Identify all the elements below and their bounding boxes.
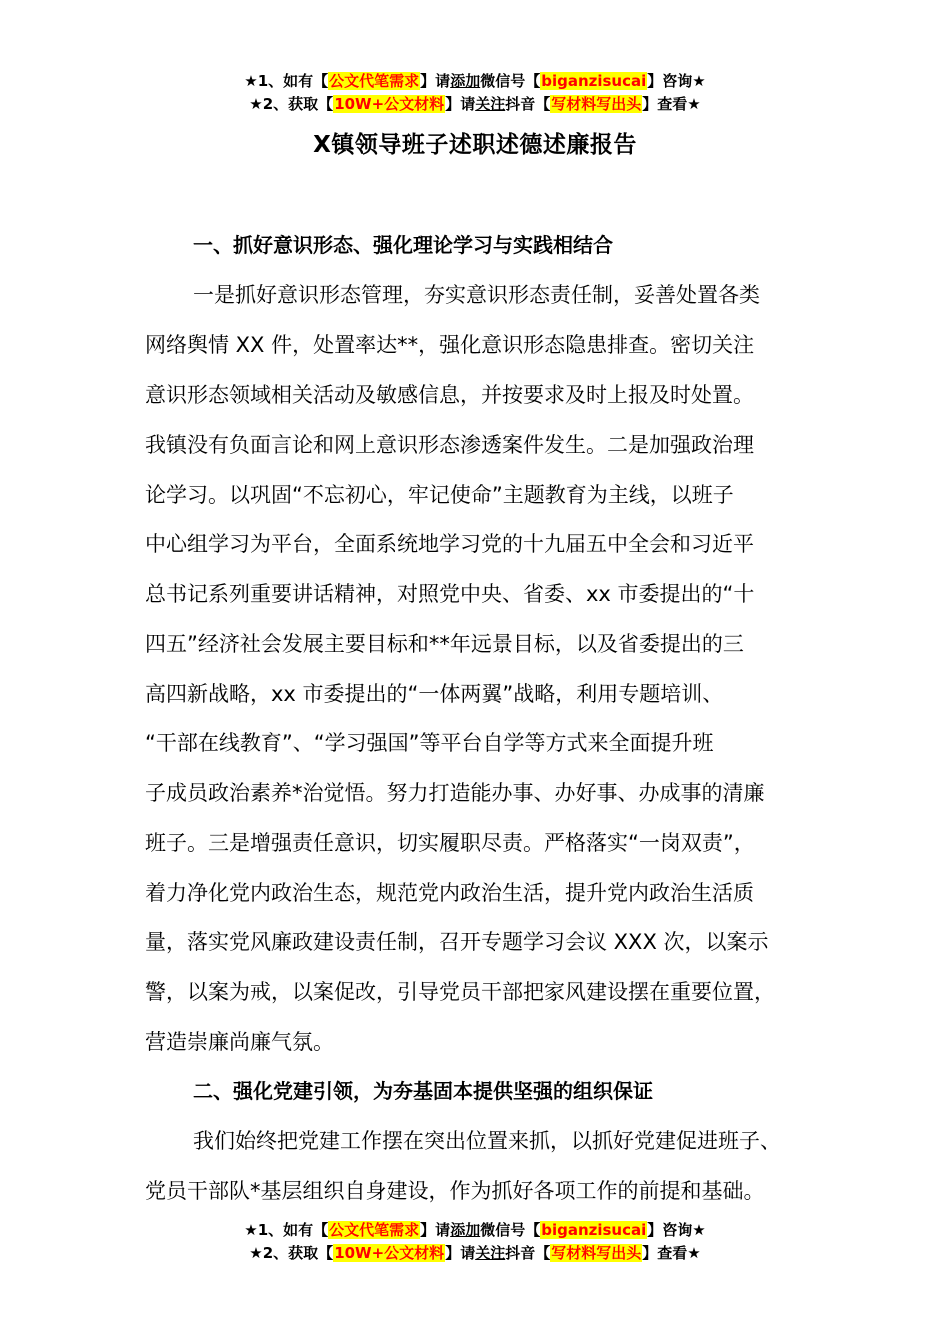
banner-text: 】请 [445, 1244, 476, 1262]
banner-highlight: 写材料写出头 [551, 1244, 642, 1262]
banner-line-2 [0, 93, 950, 116]
banner-highlight: biganzisucai [541, 72, 647, 90]
document-title: X镇领导班子述职述德述廉报告 [313, 132, 637, 158]
banner-text: ★1、如有【 [244, 72, 329, 90]
banner-text: 抖音【 [505, 1244, 551, 1262]
banner-highlight: 写材料写出头 [551, 95, 642, 113]
banner-highlight: 公文代笔需求 [329, 72, 420, 90]
banner-highlight: biganzisucai [541, 1221, 647, 1239]
banner-text: 抖音【 [505, 95, 551, 113]
banner-text: 】咨询★ [647, 72, 706, 90]
banner-highlight: 10W+公文材料 [334, 95, 445, 113]
banner-text: ★1、如有【 [244, 1221, 329, 1239]
section-heading-1: 一、抓好意识形态、强化理论学习与实践相结合 [193, 233, 613, 257]
banner-line-1 [0, 70, 950, 93]
banner-highlight: 10W+公文材料 [334, 1244, 445, 1262]
paragraph-line: 总书记系列重要讲话精神，对照党中央、省委、xx 市委提出的“十 [145, 582, 755, 606]
paragraph-line: 营造崇廉尚廉气氛。 [145, 1030, 334, 1054]
paragraph-line: 着力净化党内政治生态，规范党内政治生活，提升党内政治生活质 [145, 881, 754, 905]
banner-line-1 [0, 1219, 950, 1242]
paragraph-line: 量，落实党风廉政建设责任制，召开专题学习会议 XXX 次，以案示 [145, 930, 769, 954]
paragraph-line: 网络舆情 XX 件，处置率达**，强化意识形态隐患排查。密切关注 [145, 333, 755, 357]
banner-underlined: 关注 [475, 1244, 506, 1262]
banner-text: 】咨询★ [647, 1221, 706, 1239]
paragraph-line: 论学习。以巩固“不忘初心，牢记使命”主题教育为主线，以班子 [145, 483, 734, 507]
banner-text: 】请 [420, 1221, 451, 1239]
paragraph-line: 警，以案为戒，以案促改，引导党员干部把家风建设摆在重要位置， [145, 980, 775, 1004]
banner-text: 】请 [445, 95, 476, 113]
paragraph-line: 四五”经济社会发展主要目标和**年远景目标，以及省委提出的三 [145, 632, 744, 656]
section-heading-2: 二、强化党建引领，为夯基固本提供坚强的组织保证 [193, 1079, 653, 1103]
banner-highlight: 公文代笔需求 [329, 1221, 420, 1239]
banner-line-2 [0, 1242, 950, 1265]
paragraph-line: 高四新战略，xx 市委提出的“一体两翼”战略，利用专题培训、 [145, 682, 724, 706]
banner-text: 微信号【 [480, 1221, 541, 1239]
paragraph-line: 我镇没有负面言论和网上意识形态渗透案件发生。二是加强政治理 [145, 433, 754, 457]
paragraph-line: “干部在线教育”、“学习强国”等平台自学等方式来全面提升班 [145, 731, 714, 755]
paragraph-line: 我们始终把党建工作摆在突出位置来抓，以抓好党建促进班子、 [193, 1129, 781, 1153]
banner-underlined: 添加 [450, 72, 481, 90]
bottom-banner [0, 1219, 950, 1265]
paragraph-line: 意识形态领域相关活动及敏感信息，并按要求及时上报及时处置。 [145, 383, 754, 407]
banner-text: ★2、获取【 [249, 1244, 334, 1262]
paragraph-line: 一是抓好意识形态管理，夯实意识形态责任制，妥善处置各类 [193, 283, 760, 307]
paragraph-line: 党员干部队*基层组织自身建设，作为抓好各项工作的前提和基础。 [145, 1179, 765, 1203]
paragraph-line: 子成员政治素养*治觉悟。努力打造能办事、办好事、办成事的清廉 [145, 781, 765, 805]
banner-text: 微信号【 [480, 72, 541, 90]
banner-text: 】请 [420, 72, 451, 90]
banner-text: ★2、获取【 [249, 95, 334, 113]
top-banner [0, 70, 950, 116]
banner-text: 】查看★ [642, 95, 701, 113]
banner-underlined: 添加 [450, 1221, 481, 1239]
banner-text: 】查看★ [642, 1244, 701, 1262]
paragraph-line: 班子。三是增强责任意识，切实履职尽责。严格落实“一岗双责”， [145, 831, 755, 855]
paragraph-line: 中心组学习为平台，全面系统地学习党的十九届五中全会和习近平 [145, 532, 754, 556]
banner-underlined: 关注 [475, 95, 506, 113]
